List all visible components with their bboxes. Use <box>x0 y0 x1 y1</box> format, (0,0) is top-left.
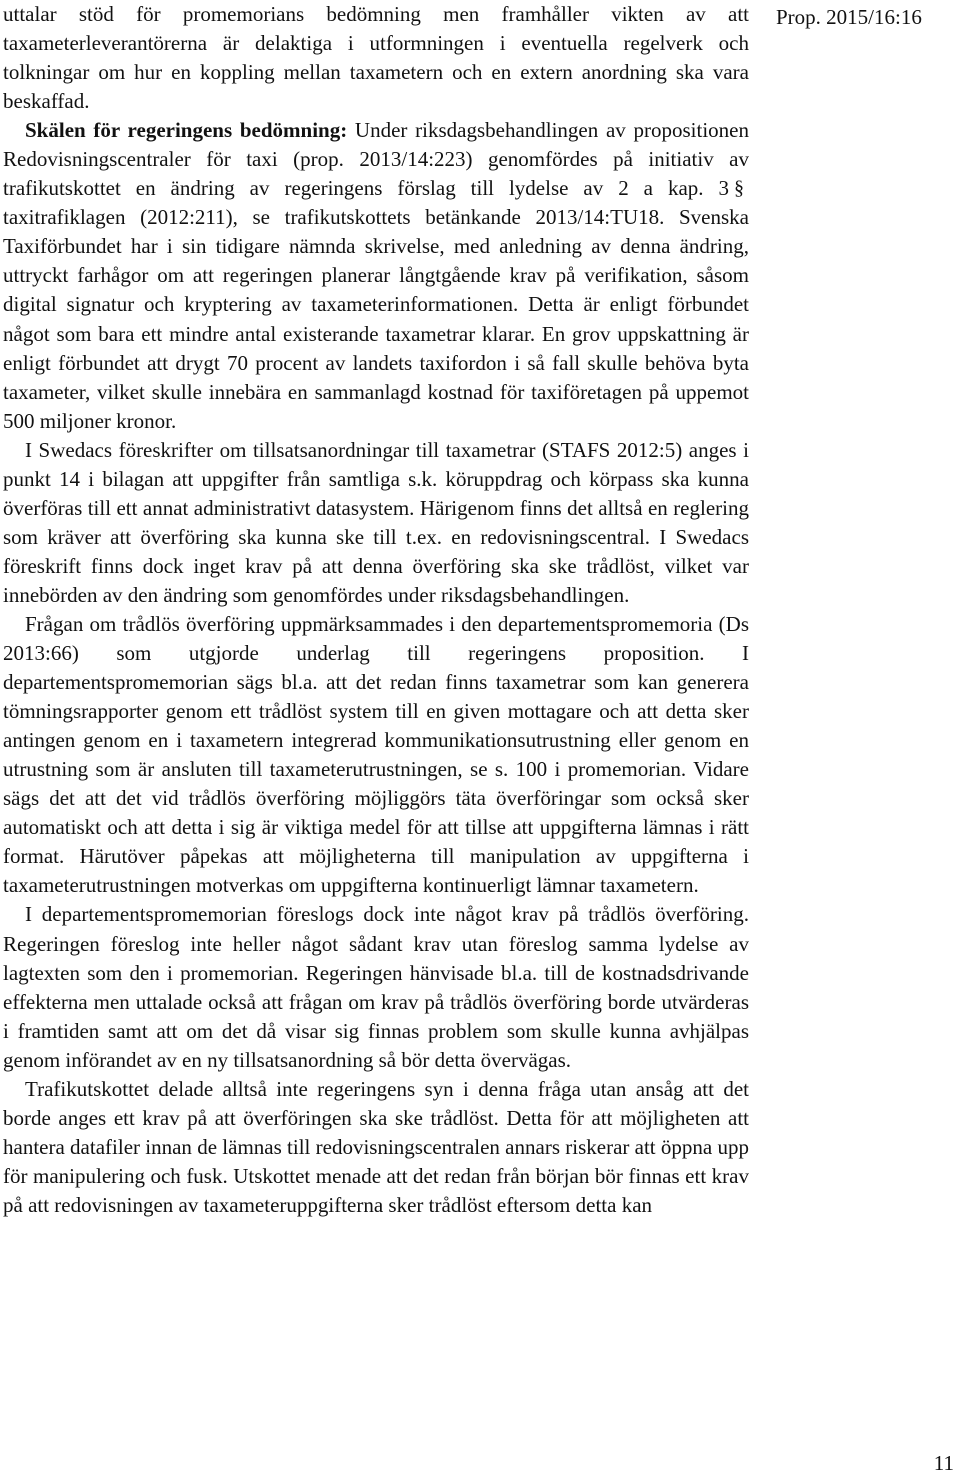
section-heading-reasons: Skälen för regeringens bedömning: <box>25 118 348 143</box>
page-number: 11 <box>933 1451 954 1475</box>
paragraph-2-text-b: taxitrafiklagen (2012:211), se trafikutskottets betänkande 2013/14:TU18. Svenska Taxiförbundet har i sin tidigare nämnda skrivelse, med anledning av denna ändring, uttryckt farhågor om att regeringen planerar långtgående krav på verifikation, såsom digital signatur och kryptering av taxameterinformationen. Detta är enligt förbundet något som bara ett mindre antal existerande taxametrar klarar. En grov uppskattning är enligt förbundet att drygt 70 procent av landets taxifordon i så fall skulle behöva byta taxameter, vilket skulle innebära en sammanlagd kostnad för taxiföretagen på uppemot 500 miljoner kronor. <box>3 205 749 433</box>
paragraph-3: I Swedacs föreskrifter om tillsatsanordningar till taxametrar (STAFS 2012:5) anges i punkt 14 i bilagan att uppgifter från samtliga s.k. köruppdrag och körpass ska kunna överföras till ett annat administrativt datasystem. Härigenom finns det alltså en reglering som kräver att överföring ska kunna ske till t.ex. en redovisningscentral. I Swedacs föreskrift finns dock inget krav på att denna överföring ska ske trådlöst, vilket var innebörden av den ändring som genomfördes under riksdagsbehandlingen. <box>3 437 749 607</box>
paragraph-6: Trafikutskottet delade alltså inte regeringens syn i denna fråga utan ansåg att det borde anges ett krav på att överföringen ska ske trådlöst. Detta för att möjligheten att hantera datafiler innan de lämnas till redovisningscentralen annars riskerar att öppna upp för manipulering och fusk. Utskottet menade att det redan från början bör finnas ett krav på att redovisningen av taxameteruppgifterna sker trådlöst eftersom detta kan <box>3 1076 749 1217</box>
paragraph-1: uttalar stöd för promemorians bedömning men framhåller vikten av att taxameterleverantörerna är delaktiga i utformningen i eventuella regelverk och tolkningar om hur en koppling mellan taxametern och en extern anordning ska vara beskaffad. <box>3 2 749 114</box>
main-text-column <box>3 0 749 1220</box>
paragraph-2 <box>3 116 749 436</box>
proposition-reference: Prop. 2015/16:16 <box>776 5 922 29</box>
svg-text:§: § <box>734 177 744 200</box>
section-sign-icon <box>733 177 745 199</box>
paragraph-2-text-a: Under riksdagsbehandlingen av propositionen Redovisningscentraler för taxi (prop. 2013/14:223) genomfördes på initiativ av trafikutskottet en ändring av regeringens förslag till lydelse av 2 a kap. 3 <box>3 118 749 201</box>
paragraph-5: I departementspromemorian föreslogs dock inte något krav på trådlös överföring. Regeringen föreslog inte heller något sådant krav utan föreslog samma lydelse av lagtexten som den i promemorian. Regeringen hänvisade bl.a. till de kostnadsdrivande effekterna men uttalade också att frågan om krav på trådlös överföring borde utvärderas i framtiden samt att om det då visar sig finnas problem som skulle kunna avhjälpas genom införandet av en ny tillsatsanordning så bör detta övervägas. <box>3 902 749 1072</box>
paragraph-4: Frågan om trådlös överföring uppmärksammades i den departementspromemoria (Ds 2013:66) som utgjorde underlag till regeringens proposition. I departementspromemorian sägs bl.a. att det redan finns taxametrar som kan generera tömningsrapporter genom ett trådlöst system till en given mottagare och att detta sker antingen genom en i taxametern integrerad kommunikationsutrustning eller genom en utrustning som är ansluten till taxameterutrustningen, se s. 100 i promemorian. Vidare sägs det att det vid trådlös överföring möjliggörs täta överföringar som också sker automatiskt och att detta i sig är viktiga medel för att tillse att uppgifterna lämnas i rätt format. Härutöver påpekas att möjligheterna till manipulation av uppgifterna i taxameterutrustningen motverkas om uppgifterna kontinuerligt lämnar taxametern. <box>3 611 749 898</box>
